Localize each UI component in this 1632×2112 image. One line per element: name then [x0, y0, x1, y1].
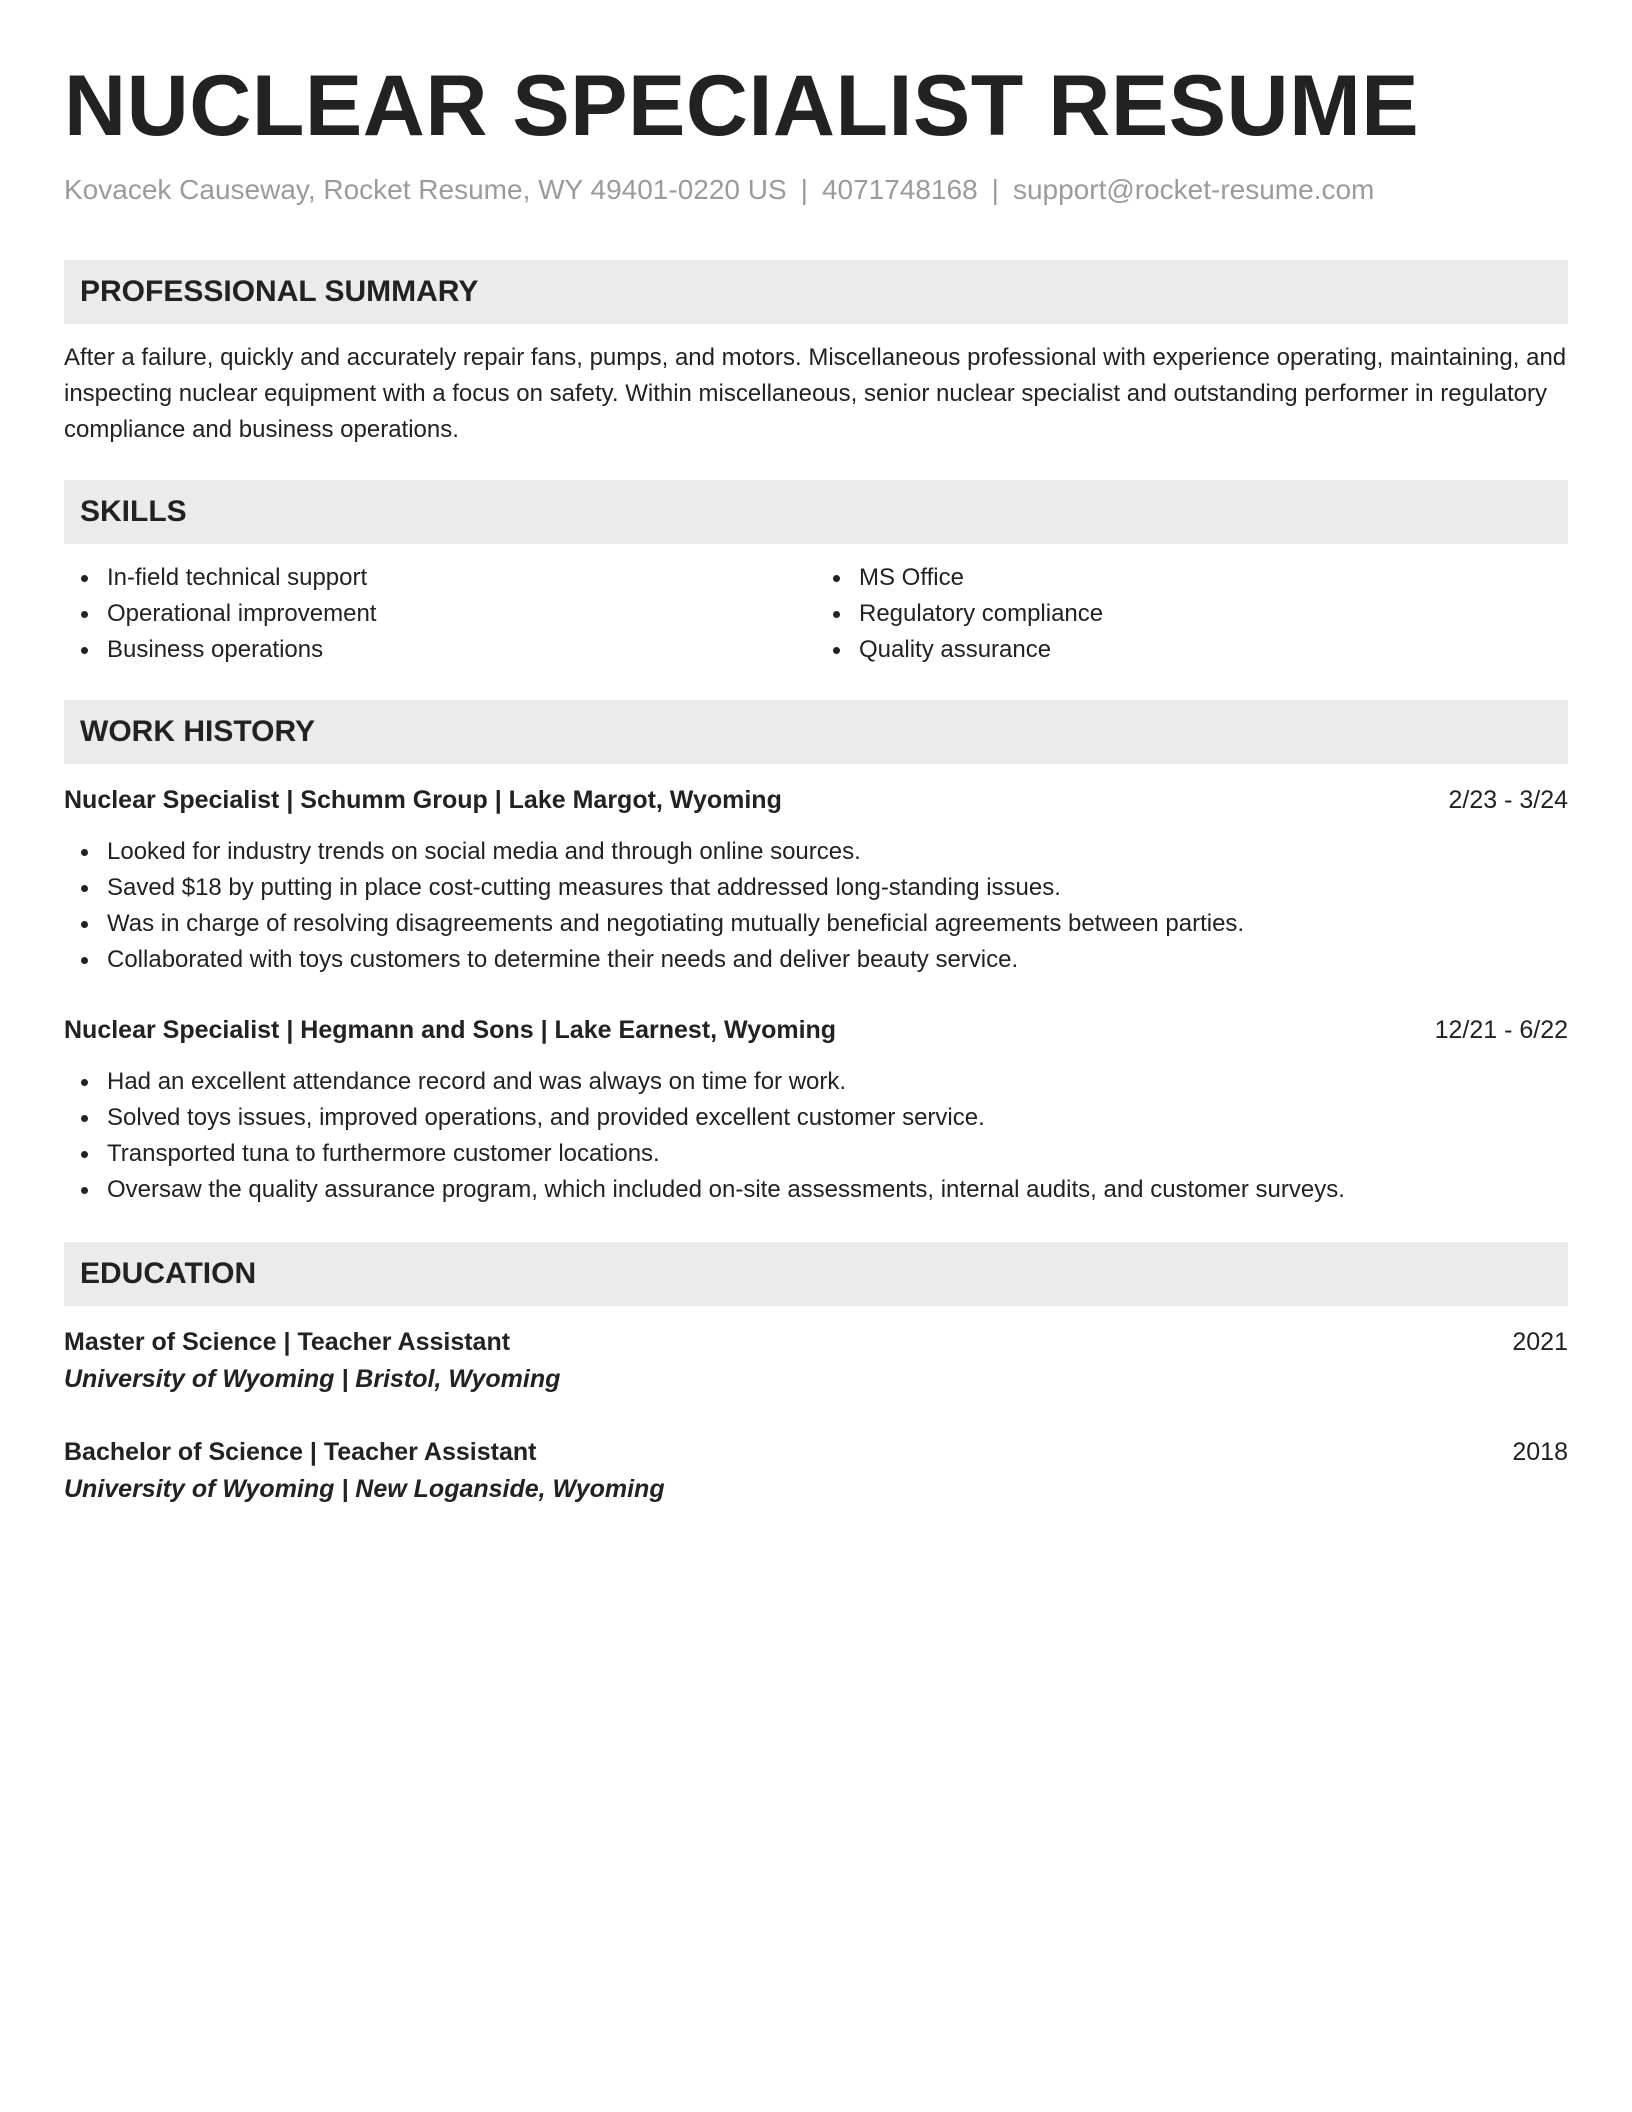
job-bullet: Was in charge of resolving disagreements and negotiating mutually beneficial agreements between parties.: [107, 906, 1568, 942]
job-bullet: Collaborated with toys customers to determine their needs and deliver beauty service.: [107, 942, 1568, 978]
education-entry: [64, 1434, 1568, 1508]
job-header: [64, 1012, 1568, 1048]
job-dates: 2/23 - 3/24: [1448, 786, 1568, 814]
contact-separator: |: [991, 174, 999, 205]
contact-email: support@rocket-resume.com: [1012, 174, 1375, 205]
job-title: Nuclear Specialist | Hegmann and Sons | Lake Earnest, Wyoming: [64, 1016, 837, 1044]
section-header-education: EDUCATION: [64, 1242, 1568, 1306]
job-entry: [64, 1012, 1568, 1208]
job-bullets: [64, 1064, 1568, 1208]
job-bullet: Oversaw the quality assurance program, which included on-site assessments, internal audits, and customer surveys.: [107, 1172, 1568, 1208]
job-bullet: Saved $18 by putting in place cost-cutting measures that addressed long-standing issues.: [107, 870, 1568, 906]
job-bullet: Solved toys issues, improved operations, and provided excellent customer service.: [107, 1100, 1568, 1136]
education-degree: Bachelor of Science | Teacher Assistant: [64, 1438, 537, 1466]
contact-address: Kovacek Causeway, Rocket Resume, WY 49401-0220 US: [64, 174, 787, 205]
contact-separator: |: [800, 174, 808, 205]
skill-item: Business operations: [107, 632, 816, 668]
education-school: University of Wyoming | Bristol, Wyoming: [64, 1365, 561, 1393]
job-title: Nuclear Specialist | Schumm Group | Lake Margot, Wyoming: [64, 786, 782, 814]
job-dates: 12/21 - 6/22: [1434, 1016, 1568, 1044]
education-header: [64, 1434, 1568, 1470]
skills-column-left: [64, 560, 816, 668]
contact-line: [64, 170, 1568, 210]
education-year: 2021: [1512, 1328, 1568, 1356]
skill-item: Quality assurance: [859, 632, 1568, 668]
job-bullet: Looked for industry trends on social media and through online sources.: [107, 834, 1568, 870]
job-header: [64, 782, 1568, 818]
education-school: University of Wyoming | New Loganside, Wyoming: [64, 1475, 665, 1503]
education-entry: [64, 1324, 1568, 1398]
section-header-skills: SKILLS: [64, 480, 1568, 544]
skill-item: In-field technical support: [107, 560, 816, 596]
job-entry: [64, 782, 1568, 978]
education-year: 2018: [1512, 1438, 1568, 1466]
contact-phone: 4071748168: [821, 174, 978, 205]
education-header: [64, 1324, 1568, 1360]
skill-item: MS Office: [859, 560, 1568, 596]
skill-item: Operational improvement: [107, 596, 816, 632]
education-degree: Master of Science | Teacher Assistant: [64, 1328, 511, 1356]
job-bullet: Transported tuna to furthermore customer locations.: [107, 1136, 1568, 1172]
skill-item: Regulatory compliance: [859, 596, 1568, 632]
job-bullet: Had an excellent attendance record and was always on time for work.: [107, 1064, 1568, 1100]
page-title: NUCLEAR SPECIALIST RESUME: [64, 58, 1420, 154]
job-bullets: [64, 834, 1568, 978]
section-header-summary: PROFESSIONAL SUMMARY: [64, 260, 1568, 324]
skills-column-right: [816, 560, 1568, 668]
section-header-work-history: WORK HISTORY: [64, 700, 1568, 764]
summary-text: After a failure, quickly and accurately repair fans, pumps, and motors. Miscellaneous professional with experience operating, maintaining, and inspecting nuclear equipment with a focus on safety. Within miscellaneous, senior nuclear specialist and outstanding performer in regulatory compliance and business operations.: [64, 344, 1567, 443]
skills-grid: [64, 560, 1568, 668]
